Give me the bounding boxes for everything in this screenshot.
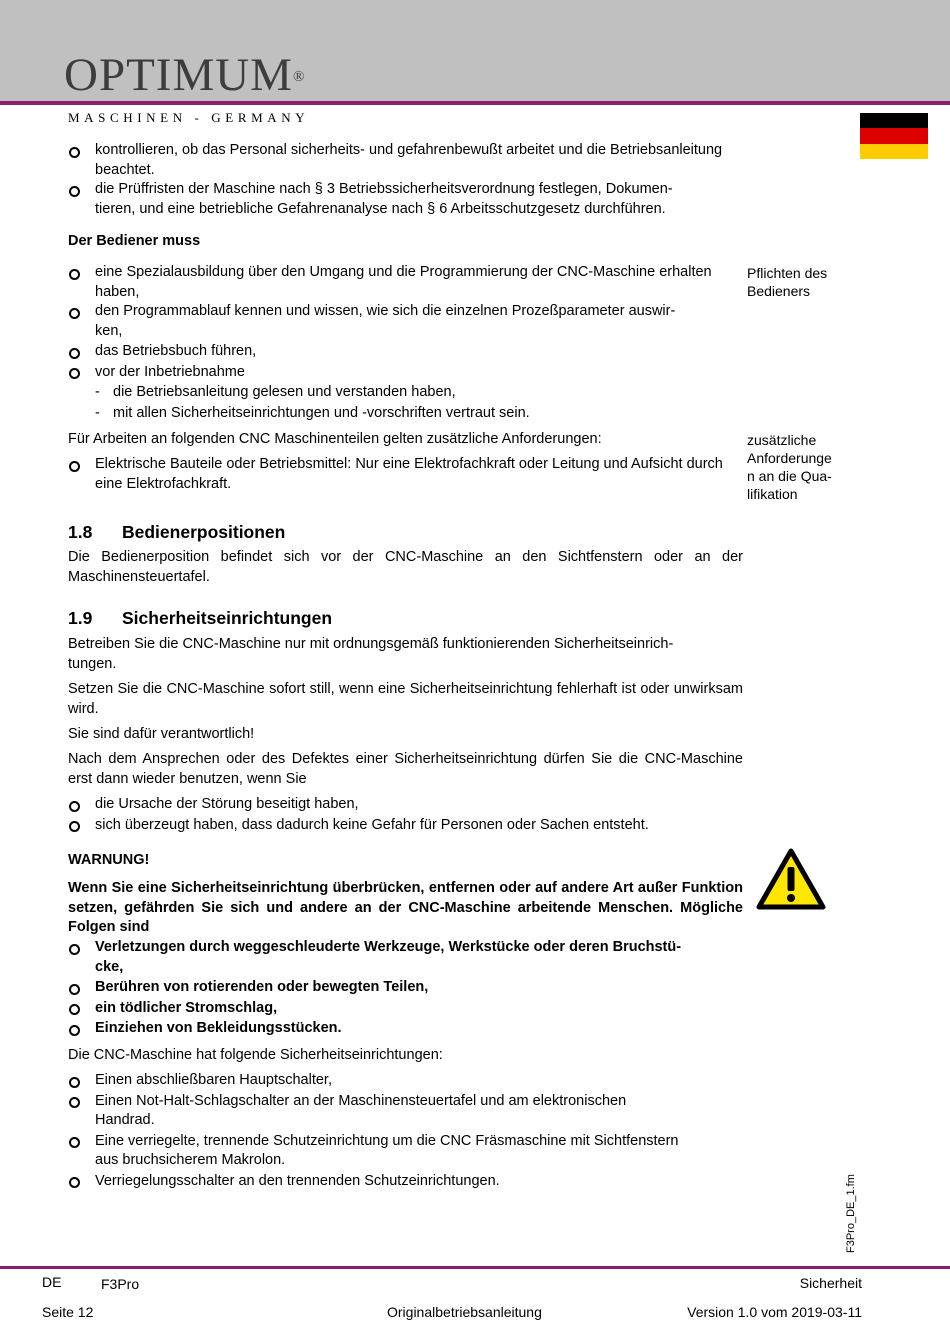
section-title: Sicherheitseinrichtungen	[122, 608, 333, 628]
list-item: Verletzungen durch weggeschleuderte Werkzeuge, Werkstücke oder deren Bruchstü- cke,	[68, 938, 743, 977]
warning-text: Wenn Sie eine Sicherheitseinrichtung überbrücken, entfernen oder auf andere Art außer Funktion setzen, gefährden Sie sich und andere an der CNC-Maschine arbeitende Menschen. Mögliche Folgen sind	[68, 880, 743, 935]
paragraph: Setzen Sie die CNC-Maschine sofort still, wenn eine Sicherheitseinrichtung fehlerhaft ist oder unwirksam wird.	[68, 681, 743, 717]
list-item: kontrollieren, ob das Personal sicherheits- und gefahrenbewußt arbeitet und die Betriebsanleitung beachtet.	[68, 141, 743, 180]
additional-requirements-text: Für Arbeiten an folgenden CNC Maschinenteilen gelten zusätzliche Anforderungen:	[68, 431, 602, 447]
brand-logo	[64, 50, 304, 100]
list-item: die Prüffristen der Maschine nach § 3 Betriebssicherheitsverordnung festlegen, Dokumen- tieren, und eine betriebliche Gefahrenanalyse nach § 6 Arbeitsschutzgesetz durchführen.	[68, 180, 743, 219]
sub-list-item: - die Betriebsanleitung gelesen und verstanden haben,	[68, 383, 743, 403]
list-item: den Programmablauf kennen und wissen, wie sich die einzelnen Prozeßparameter auswir- ken,	[68, 302, 743, 341]
footer-rule	[0, 1266, 950, 1269]
brand-subtitle: MASCHINEN - GERMANY	[68, 110, 310, 125]
list-item: das Betriebsbuch führen,	[68, 342, 743, 362]
footer-version: Version 1.0 vom 2019-03-11	[687, 1304, 862, 1320]
section-1-8-text: Die Bedienerposition befindet sich vor der CNC-Maschine an den Sichtfenstern oder an der Maschinensteuertafel.	[68, 549, 743, 585]
warning-title: WARNUNG!	[68, 852, 150, 868]
intro-list	[68, 141, 743, 219]
section-heading-1-8	[68, 521, 285, 543]
list-item: Berühren von rotierenden oder bewegten Teilen,	[68, 978, 743, 998]
list-item: die Ursache der Störung beseitigt haben,	[68, 795, 743, 815]
paragraph: Betreiben Sie die CNC-Maschine nur mit ordnungsgemäß funktionierenden Sicherheitseinrich- tungen.	[68, 636, 674, 672]
footer-document-type: Originalbetriebsanleitung	[387, 1304, 542, 1320]
devices-intro: Die CNC-Maschine hat folgende Sicherheitseinrichtungen:	[68, 1047, 443, 1063]
section-number: 1.8	[68, 522, 93, 542]
sub-list-item: - mit allen Sicherheitseinrichtungen und -vorschriften vertraut sein.	[68, 404, 743, 424]
list-item: Einziehen von Bekleidungsstücken.	[68, 1019, 743, 1039]
source-file-label: F3Pro_DE_1.fm	[845, 1174, 857, 1253]
devices-list	[68, 1071, 743, 1191]
operator-heading: Der Bediener muss	[68, 233, 201, 249]
registered-mark: ®	[292, 69, 305, 85]
german-flag-icon	[860, 113, 928, 159]
condition-list	[68, 795, 743, 835]
section-number: 1.9	[68, 608, 93, 628]
paragraph: Sie sind dafür verantwortlich!	[68, 726, 255, 742]
list-item: ein tödlicher Stromschlag,	[68, 999, 743, 1019]
list-item: Eine verriegelte, trennende Schutzeinrichtung um die CNC Fräsmaschine mit Sichtfenstern aus bruchsicherem Makrolon.	[68, 1132, 743, 1171]
warning-triangle-icon	[756, 848, 826, 910]
header-rule	[0, 101, 950, 105]
list-item: Einen Not-Halt-Schlagschalter an der Maschinensteuertafel und am elektronischen Handrad.	[68, 1092, 743, 1131]
operator-list	[68, 263, 743, 423]
list-item: vor der Inbetriebnahme	[68, 363, 743, 383]
brand-name: OPTIMUM	[64, 49, 293, 101]
additional-list	[68, 455, 743, 494]
margin-note-qualification: zusätzliche Anforderunge n an die Qua- lifikation	[747, 432, 832, 502]
footer-model: F3Pro	[101, 1276, 140, 1292]
footer-section: Sicherheit	[799, 1275, 862, 1291]
paragraph: Nach dem Ansprechen oder des Defektes einer Sicherheitseinrichtung dürfen Sie die CNC-Maschine erst dann wieder benutzen, wenn Sie	[68, 751, 743, 787]
footer-language: DE	[42, 1274, 62, 1290]
warning-list	[68, 938, 743, 1039]
list-item: Einen abschließbaren Hauptschalter,	[68, 1071, 743, 1091]
list-item: Elektrische Bauteile oder Betriebsmittel: Nur eine Elektrofachkraft oder Leitung und Aufsicht durch eine Elektrofachkraft.	[68, 455, 743, 494]
list-item: sich überzeugt haben, dass dadurch keine Gefahr für Personen oder Sachen entsteht.	[68, 816, 743, 836]
margin-note-operator-duties: Pflichten des Bedieners	[747, 265, 828, 299]
section-heading-1-9	[68, 607, 332, 629]
list-item: Verriegelungsschalter an den trennenden Schutzeinrichtungen.	[68, 1172, 743, 1192]
list-item: eine Spezialausbildung über den Umgang und die Programmierung der CNC-Maschine erhalten haben,	[68, 263, 743, 302]
footer-page-number: Seite 12	[42, 1304, 94, 1320]
section-title: Bedienerpositionen	[122, 522, 286, 542]
